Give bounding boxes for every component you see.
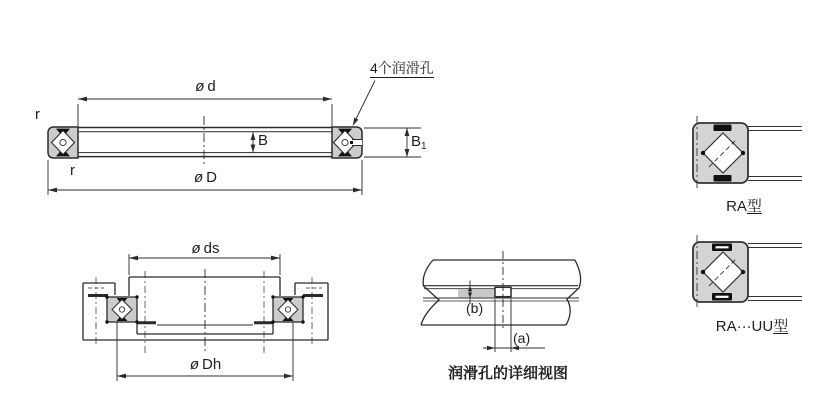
right-roller-section xyxy=(332,127,362,158)
detail-view-caption: 润滑孔的详细视图 xyxy=(447,365,568,382)
dim-phi-d-label: ø d xyxy=(195,78,216,95)
dim-phi-d xyxy=(78,97,332,127)
left-break-line xyxy=(421,260,439,325)
fillet-r-bottom-label: r xyxy=(70,162,75,179)
ra-uu-bottom-seal xyxy=(712,293,732,301)
ra-uu-type-symbol xyxy=(693,235,802,309)
ra-uu-top-seal xyxy=(712,244,732,252)
ra-type-label: RA型 xyxy=(726,198,762,215)
ra-uu-type-label: RA···UU型 xyxy=(715,318,789,335)
dim-a-label: (a) xyxy=(513,330,531,346)
fillet-r-top-label: r xyxy=(35,106,40,123)
right-break-line xyxy=(566,260,581,325)
dim-b-label: (b) xyxy=(466,300,484,316)
lube-leader xyxy=(353,81,375,127)
dim-B-label: B xyxy=(258,132,269,149)
dim-B xyxy=(251,132,256,153)
dim-phi-Dh-label: ø Dh xyxy=(189,356,222,373)
left-roller-section xyxy=(48,127,78,158)
dim-phi-ds-label: ø ds xyxy=(191,240,220,257)
top-section-drawing xyxy=(48,78,421,196)
dim-B1-label: $B_1$ xyxy=(411,133,427,152)
lube-holes-label: 4个润滑孔 xyxy=(370,60,434,76)
ra-top-seal xyxy=(714,125,732,132)
ra-type-symbol xyxy=(693,116,802,190)
lube-hole-detail-view xyxy=(421,251,581,352)
mount-right-roller-section xyxy=(271,295,304,323)
ra-bottom-seal xyxy=(714,175,732,182)
grease-groove xyxy=(458,289,495,297)
dim-phi-D-label: ø D xyxy=(193,169,217,186)
mount-left-roller-section xyxy=(105,295,138,323)
